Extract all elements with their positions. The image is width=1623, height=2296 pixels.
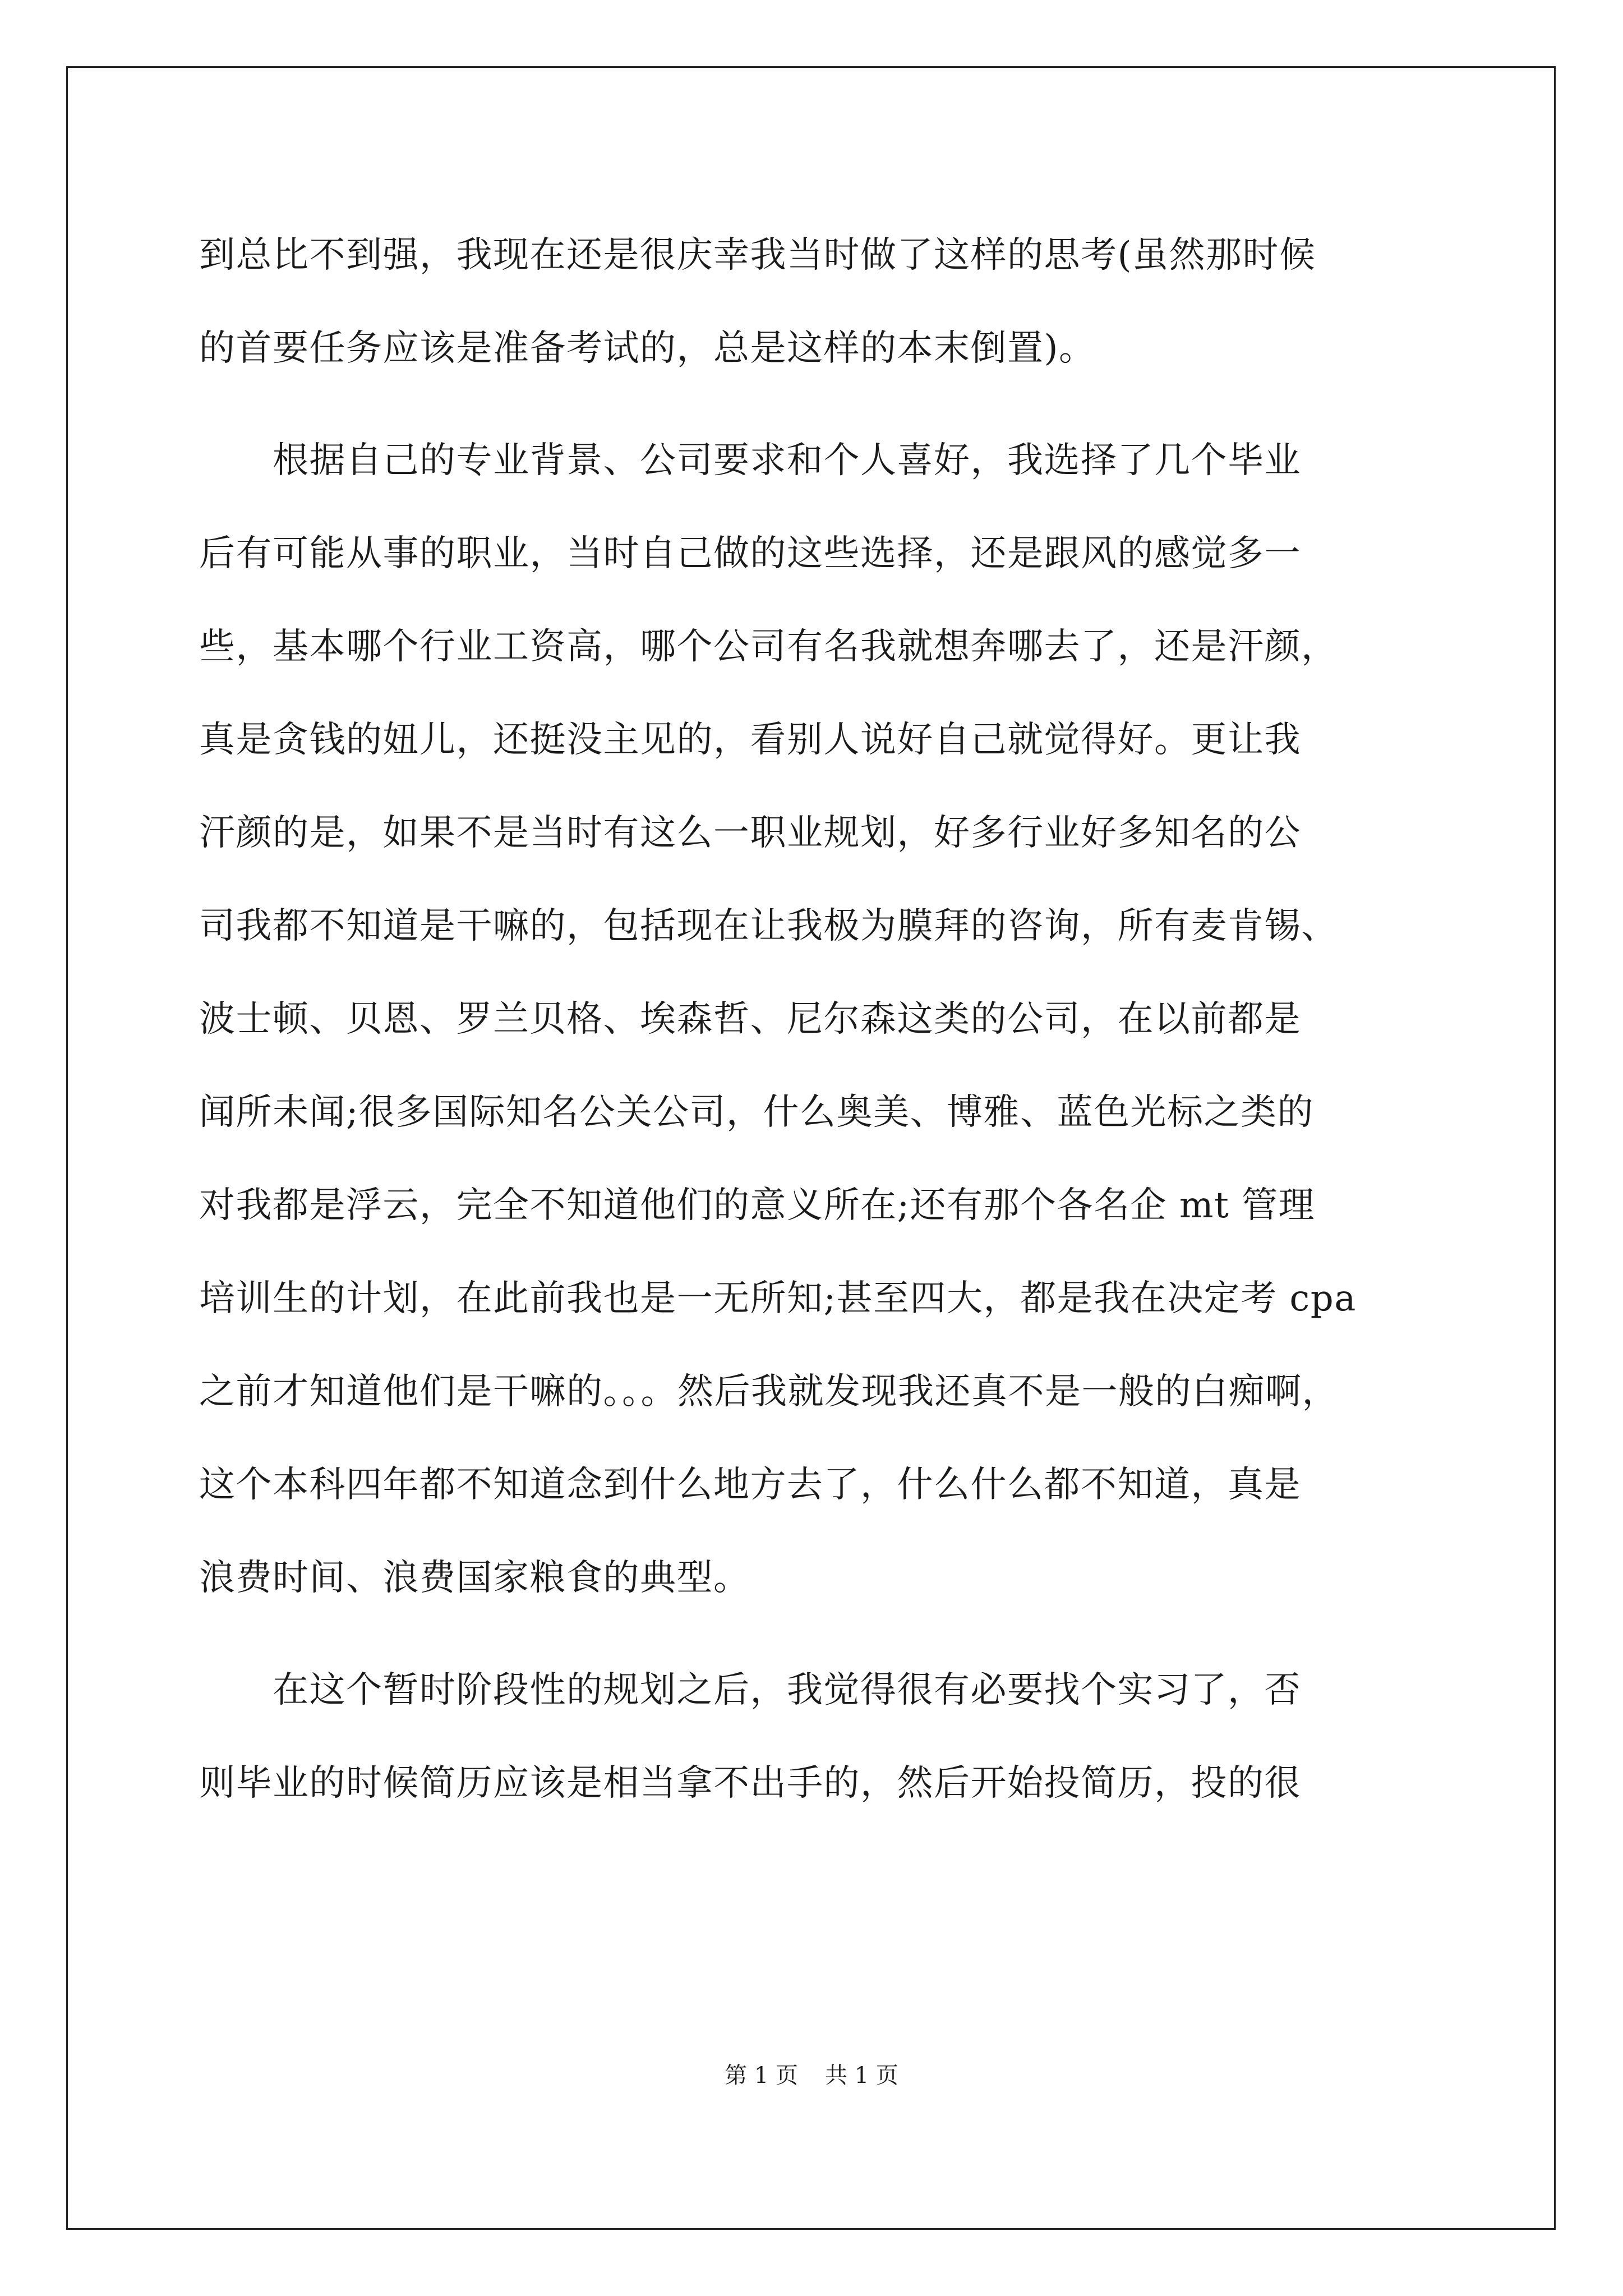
text-line: 些，基本哪个行业工资高，哪个公司有名我就想奔哪去了，还是汗颜， [199,626,1338,668]
text-line: 浪费时间、浪费国家粮食的典型。 [199,1557,750,1599]
page-total: 共 1 页 [825,2063,898,2088]
text-line: 司我都不知道是干嘛的，包括现在让我极为膜拜的咨询，所有麦肯锡、 [199,905,1338,947]
text-line: 波士顿、贝恩、罗兰贝格、埃森哲、尼尔森这类的公司，在以前都是 [199,999,1301,1040]
document-body [199,219,1433,1840]
text-line: 根据自己的专业背景、公司要求和个人喜好，我选择了几个毕业 [199,440,1301,481]
text-line: 培训生的计划，在此前我也是一无所知;甚至四大，都是我在决定考 cpa [199,1278,1357,1319]
text-line: 在这个暂时阶段性的规划之后，我觉得很有必要找个实习了，否 [199,1669,1301,1711]
text-line: 这个本科四年都不知道念到什么地方去了，什么什么都不知道，真是 [199,1464,1301,1506]
text-line: 对我都是浮云，完全不知道他们的意义所在;还有那个各名企 mt 管理 [199,1185,1316,1226]
text-line: 则毕业的时候简历应该是相当拿不出手的，然后开始投简历，投的很 [199,1763,1301,1804]
text-line: 后有可能从事的职业，当时自己做的这些选择，还是跟风的感觉多一 [199,533,1301,574]
page-number: 第 1 页 [725,2063,798,2088]
text-line: 汗颜的是，如果不是当时有这么一职业规划，好多行业好多知名的公 [199,812,1301,854]
text-line: 之前才知道他们是干嘛的。。。然后我就发现我还真不是一般的白痴啊， [199,1371,1339,1412]
text-line: 闻所未闻;很多国际知名公关公司，什么奥美、博雅、蓝色光标之类的 [199,1092,1315,1133]
text-line: 的首要任务应该是准备考试的，总是这样的本末倒置)。 [199,328,1096,369]
text-line: 到总比不到强，我现在还是很庆幸我当时做了这样的思考(虽然那时候 [199,234,1316,276]
text-line: 真是贪钱的妞儿，还挺没主见的，看别人说好自己就觉得好。更让我 [199,719,1301,761]
page-footer [0,2059,1623,2092]
